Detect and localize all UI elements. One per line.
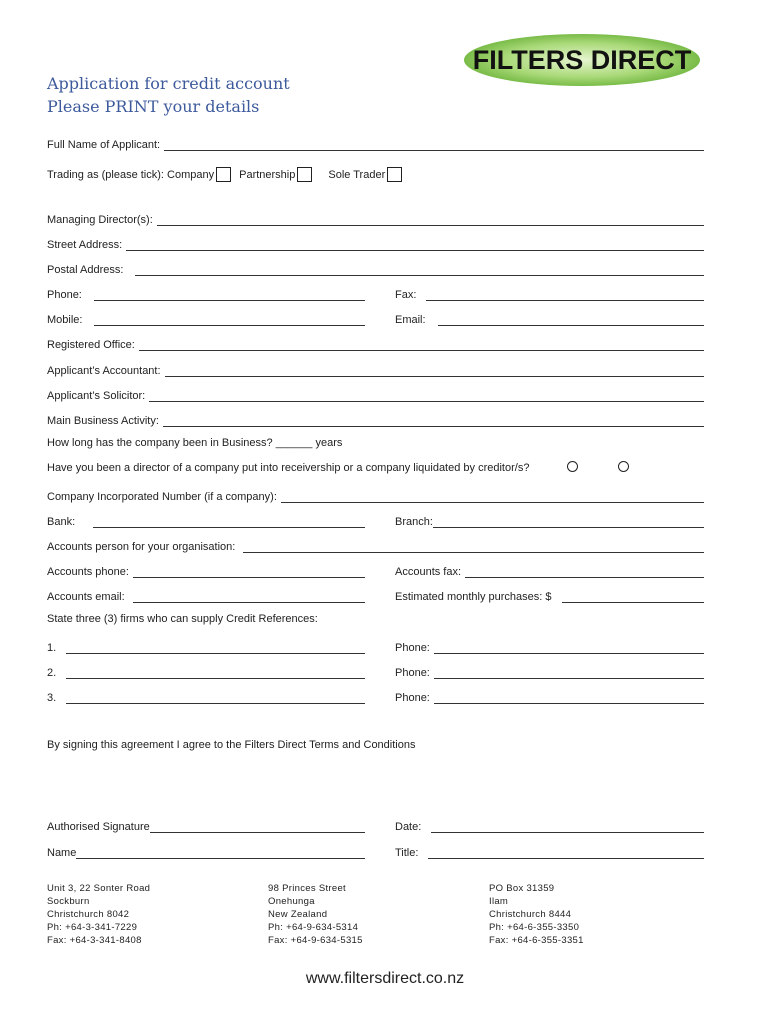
postal-address-line[interactable]: [135, 263, 704, 276]
references-heading: State three (3) firms who can supply Credit References:: [47, 613, 318, 625]
mobile-label: Mobile:: [47, 314, 83, 326]
accountant-label: Applicant’s Accountant:: [47, 365, 161, 377]
postal-address-label: Postal Address:: [47, 264, 124, 276]
mobile-field[interactable]: [47, 308, 365, 326]
branch-label: Branch:: [395, 516, 433, 528]
address-line: Fax: +64-9-634-5315: [268, 935, 363, 946]
address-onehunga: [268, 882, 363, 947]
date-label: Date:: [395, 821, 422, 833]
address-line: Ph: +64-6-355-3350: [489, 922, 580, 933]
how-long-question[interactable]: How long has the company been in Business? ______ years: [47, 437, 343, 449]
name-field[interactable]: [47, 841, 365, 859]
email-label: Email:: [395, 314, 426, 326]
accounts-person-field[interactable]: [47, 535, 704, 553]
accounts-email-line[interactable]: [133, 590, 365, 603]
reference-1-label: 1.: [47, 642, 57, 654]
full-name-field[interactable]: [47, 133, 704, 151]
accountant-line[interactable]: [165, 364, 704, 377]
director-yes-radio[interactable]: [567, 461, 578, 472]
fax-line[interactable]: [426, 288, 704, 301]
signature-line[interactable]: [150, 820, 365, 833]
sole-trader-label: Sole Trader: [328, 168, 386, 181]
accounts-person-line[interactable]: [243, 540, 704, 553]
logo-text: FILTERS DIRECT: [472, 45, 692, 75]
monthly-purchases-field[interactable]: [395, 585, 704, 603]
reference-2-field[interactable]: [47, 661, 365, 679]
branch-line[interactable]: [433, 515, 704, 528]
postal-address-field[interactable]: [47, 258, 704, 276]
monthly-purchases-line[interactable]: [562, 590, 704, 603]
bank-label: Bank:: [47, 516, 76, 528]
street-address-label: Street Address:: [47, 239, 123, 251]
trading-as-row: [47, 167, 410, 182]
form-subtitle: Please PRINT your details: [47, 97, 260, 116]
reference-3-line[interactable]: [66, 691, 365, 704]
phone-label: Phone:: [47, 289, 82, 301]
full-name-line[interactable]: [164, 138, 704, 151]
title-field[interactable]: [395, 841, 704, 859]
managing-directors-field[interactable]: [47, 208, 704, 226]
phone-line[interactable]: [94, 288, 365, 301]
main-activity-line[interactable]: [163, 414, 704, 427]
street-address-line[interactable]: [126, 238, 704, 251]
address-line: 98 Princes Street: [268, 883, 346, 894]
solicitor-field[interactable]: [47, 384, 704, 402]
fax-field[interactable]: [395, 283, 704, 301]
accounts-person-label: Accounts person for your organisation:: [47, 541, 236, 553]
address-christchurch: [47, 882, 150, 947]
phone-field[interactable]: [47, 283, 365, 301]
mobile-line[interactable]: [94, 313, 365, 326]
email-line[interactable]: [438, 313, 704, 326]
address-line: Fax: +64-6-355-3351: [489, 935, 584, 946]
reference-1-line[interactable]: [66, 641, 365, 654]
sole-trader-checkbox[interactable]: [387, 167, 402, 182]
reference-2-line[interactable]: [66, 666, 365, 679]
reference-3-field[interactable]: [47, 686, 365, 704]
managing-directors-line[interactable]: [157, 213, 704, 226]
reference-1-phone-field[interactable]: [395, 636, 704, 654]
address-line: PO Box 31359: [489, 883, 555, 894]
email-field[interactable]: [395, 308, 704, 326]
address-line: New Zealand: [268, 909, 328, 920]
bank-field[interactable]: [47, 510, 365, 528]
address-line: Unit 3, 22 Sonter Road: [47, 883, 151, 894]
partnership-label: Partnership: [239, 168, 296, 181]
address-line: Christchurch 8444: [489, 909, 572, 920]
address-line: Ilam: [489, 896, 509, 907]
address-line: Christchurch 8042: [47, 909, 130, 920]
main-activity-field[interactable]: [47, 409, 704, 427]
name-line[interactable]: [76, 846, 365, 859]
fax-label: Fax:: [395, 289, 417, 301]
street-address-field[interactable]: [47, 233, 704, 251]
reference-1-phone-line[interactable]: [434, 641, 704, 654]
address-line: Ph: +64-3-341-7229: [47, 922, 138, 933]
solicitor-label: Applicant’s Solicitor:: [47, 390, 146, 402]
agreement-text: By signing this agreement I agree to the Filters Direct Terms and Conditions: [47, 739, 416, 751]
monthly-purchases-label: Estimated monthly purchases: $: [395, 591, 552, 603]
accounts-fax-field[interactable]: [395, 560, 704, 578]
signature-field[interactable]: [47, 815, 365, 833]
accounts-phone-field[interactable]: [47, 560, 365, 578]
solicitor-line[interactable]: [149, 389, 704, 402]
address-line: Sockburn: [47, 896, 90, 907]
accounts-phone-line[interactable]: [133, 565, 365, 578]
reference-3-phone-label: Phone:: [395, 692, 430, 704]
reference-2-label: 2.: [47, 667, 57, 679]
incorporated-number-line[interactable]: [281, 490, 704, 503]
filters-direct-logo: [462, 32, 702, 88]
registered-office-label: Registered Office:: [47, 339, 135, 351]
incorporated-number-field[interactable]: [47, 485, 704, 503]
name-label: Name: [47, 847, 77, 859]
reference-2-phone-line[interactable]: [434, 666, 704, 679]
accounts-fax-line[interactable]: [465, 565, 704, 578]
accountant-field[interactable]: [47, 359, 704, 377]
address-line: Ph: +64-9-634-5314: [268, 922, 359, 933]
trading-as-label: Trading as (please tick): Company: [47, 168, 215, 181]
address-po-box: [489, 882, 584, 947]
partnership-checkbox[interactable]: [297, 167, 312, 182]
registered-office-field[interactable]: [47, 333, 704, 351]
director-no-radio[interactable]: [618, 461, 629, 472]
accounts-email-field[interactable]: [47, 585, 365, 603]
reference-3-phone-field[interactable]: [395, 686, 704, 704]
incorporated-number-label: Company Incorporated Number (if a company):: [47, 491, 277, 503]
reference-1-field[interactable]: [47, 636, 365, 654]
title-label: Title:: [395, 847, 419, 859]
website-link[interactable]: www.filtersdirect.co.nz: [305, 970, 465, 987]
title-line[interactable]: [428, 846, 704, 859]
signature-label: Authorised Signature: [47, 821, 150, 833]
accounts-fax-label: Accounts fax:: [395, 566, 462, 578]
reference-3-phone-line[interactable]: [434, 691, 704, 704]
form-title: Application for credit account: [47, 74, 290, 93]
bank-line[interactable]: [93, 515, 365, 528]
reference-2-phone-label: Phone:: [395, 667, 430, 679]
branch-field[interactable]: [395, 510, 704, 528]
reference-3-label: 3.: [47, 692, 57, 704]
address-line: Fax: +64-3-341-8408: [47, 935, 142, 946]
registered-office-line[interactable]: [139, 338, 704, 351]
director-question: Have you been a director of a company put into receivership or a company liquidated by creditor/s?: [47, 462, 530, 474]
address-line: Onehunga: [268, 896, 315, 907]
date-field[interactable]: [395, 815, 704, 833]
company-checkbox[interactable]: [216, 167, 231, 182]
accounts-phone-label: Accounts phone:: [47, 566, 129, 578]
full-name-label: Full Name of Applicant:: [47, 139, 161, 151]
managing-directors-label: Managing Director(s):: [47, 214, 153, 226]
date-line[interactable]: [431, 820, 704, 833]
reference-1-phone-label: Phone:: [395, 642, 430, 654]
accounts-email-label: Accounts email:: [47, 591, 125, 603]
main-activity-label: Main Business Activity:: [47, 415, 159, 427]
reference-2-phone-field[interactable]: [395, 661, 704, 679]
